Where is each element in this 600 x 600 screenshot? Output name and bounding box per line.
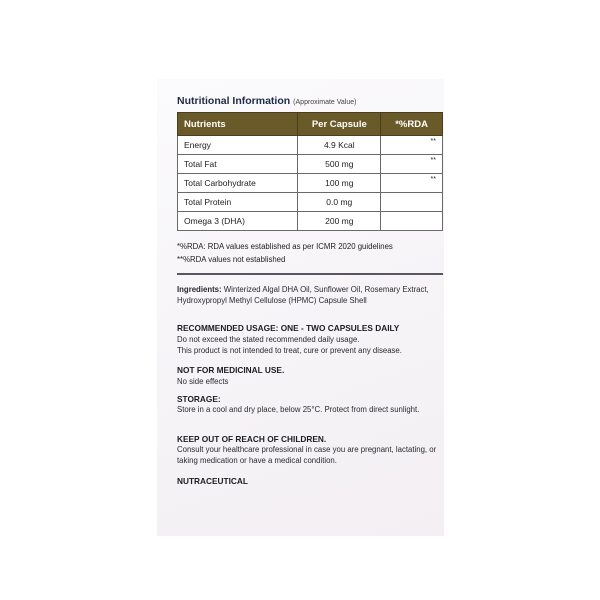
nutrient-value: 500 mg [298,155,381,174]
usage-line-1: Do not exceed the stated recommended daily usage. [177,335,360,344]
rda-note-not-established: **%RDA values not established [177,255,286,264]
category-label: NUTRACEUTICAL [177,476,248,486]
ingredients-block [177,285,439,306]
nutrient-name: Total Fat [178,155,298,174]
nutrient-rda: ** [381,174,443,193]
section-divider [177,273,443,275]
product-label-panel [157,79,444,536]
header-per-capsule: Per Capsule [298,113,381,136]
nutrient-value: 4.9 Kcal [298,136,381,155]
table-row [178,212,443,231]
table-row [178,193,443,212]
nutrient-rda [381,212,443,231]
usage-line-2: This product is not intended to treat, cure or prevent any disease. [177,346,402,355]
rda-note-established: *%RDA: RDA values established as per ICMR 2020 guidelines [177,242,393,251]
usage-heading: RECOMMENDED USAGE: ONE - TWO CAPSULES DAILY [177,323,400,333]
nutrient-name: Total Protein [178,193,298,212]
nutrition-table-header [178,113,443,136]
header-rda: *%RDA [381,113,443,136]
nutrient-rda: ** [381,136,443,155]
storage-text: Store in a cool and dry place, below 25°C. Protect from direct sunlight. [177,405,420,414]
not-medicinal-text: No side effects [177,377,229,386]
not-medicinal-heading: NOT FOR MEDICINAL USE. [177,365,285,375]
storage-heading: STORAGE: [177,394,221,404]
children-text: Consult your healthcare professional in case you are pregnant, lactating, or taking medication or have a medical condition. [177,445,437,465]
table-row [178,136,443,155]
table-row [178,155,443,174]
nutrition-title [177,95,356,107]
nutrition-table [177,112,443,231]
nutrient-name: Total Carbohydrate [178,174,298,193]
nutrient-rda: ** [381,155,443,174]
table-row [178,174,443,193]
nutrition-title-text: Nutritional Information [177,95,291,107]
nutrient-value: 100 mg [298,174,381,193]
children-heading: KEEP OUT OF REACH OF CHILDREN. [177,434,327,444]
ingredients-label: Ingredients: [177,285,222,294]
header-nutrients: Nutrients [178,113,298,136]
nutrient-name: Omega 3 (DHA) [178,212,298,231]
nutrient-value: 200 mg [298,212,381,231]
ingredients-text: Winterized Algal DHA Oil, Sunflower Oil, Rosemary Extract, Hydroxypropyl Methyl Cellulose (HPMC) Capsule Shell [177,285,429,305]
nutrition-title-sub: (Approximate Value) [293,99,357,106]
nutrient-rda [381,193,443,212]
nutrient-name: Energy [178,136,298,155]
nutrient-value: 0.0 mg [298,193,381,212]
